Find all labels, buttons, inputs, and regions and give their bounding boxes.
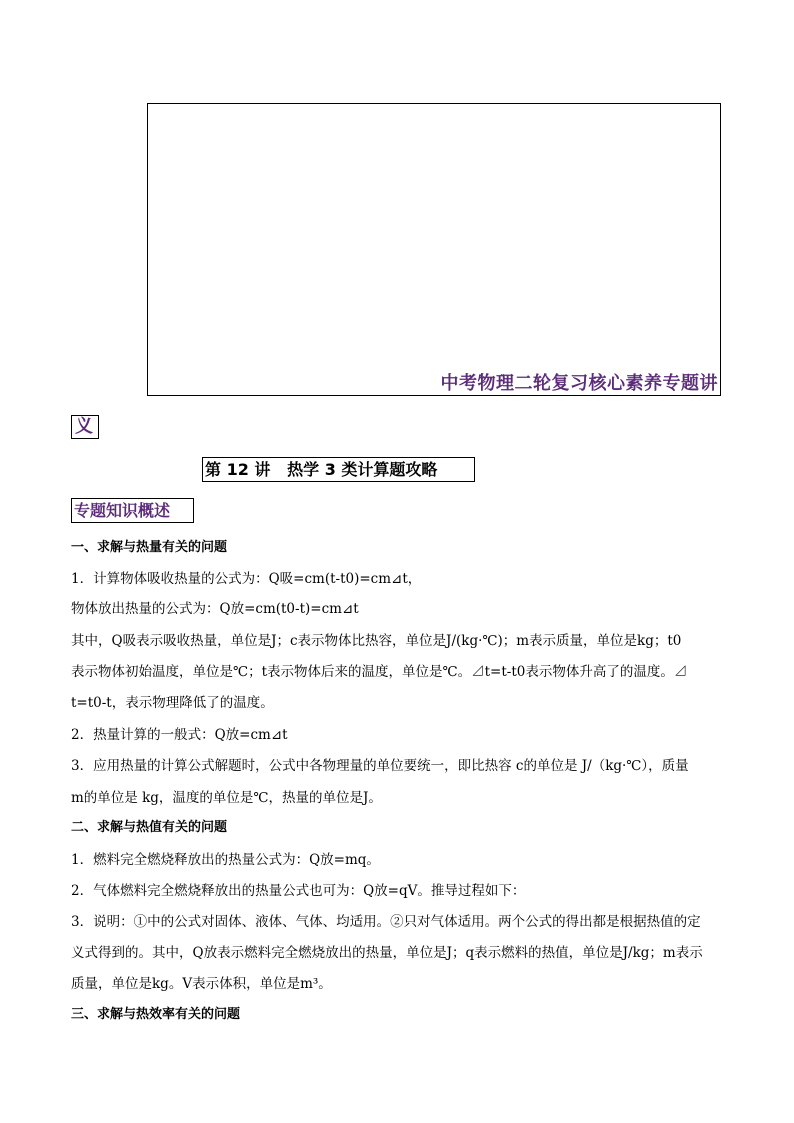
text-line: m的单位是 kg，温度的单位是℃，热量的单位是J。 bbox=[71, 790, 382, 806]
text-line: 义式得到的。其中，Q放表示燃料完全燃烧放出的热量，单位是J；q表示燃料的热值，单位是J/kg；m表示 bbox=[71, 945, 703, 961]
heading-heat: 一、求解与热量有关的问题 bbox=[71, 540, 228, 555]
series-title-continuation: 义 bbox=[71, 415, 99, 439]
text-line: t=t0-t，表示物理降低了的温度。 bbox=[71, 695, 274, 711]
text-line: 质量，单位是kg。V表示体积，单位是m³。 bbox=[71, 976, 332, 992]
section-label: 专题知识概述 bbox=[71, 498, 194, 523]
text-line: 物体放出热量的公式为：Q放=cm(t0-t)=cm⊿t bbox=[71, 601, 359, 617]
text-line: 其中，Q吸表示吸收热量，单位是J；c表示物体比热容，单位是J/(kg·℃)；m表示质量，单位是kg；t0 bbox=[71, 633, 682, 649]
text-line: 3．应用热量的计算公式解题时，公式中各物理量的单位要统一，即比热容 c的单位是 J/（kg·℃），质量 bbox=[71, 758, 689, 774]
text-line: 2．热量计算的一般式：Q放=cm⊿t bbox=[71, 727, 288, 743]
title-frame bbox=[147, 103, 721, 396]
text-line: 1．计算物体吸收热量的公式为：Q吸=cm(t-t0)=cm⊿t， bbox=[71, 571, 422, 587]
text-line: 1．燃料完全燃烧释放出的热量公式为：Q放=mq。 bbox=[71, 852, 380, 868]
text-line: 3．说明：①中的公式对固体、液体、气体、均适用。②只对气体适用。两个公式的得出都是根据热值的定 bbox=[71, 914, 701, 930]
heading-efficiency: 三、求解与热效率有关的问题 bbox=[71, 1007, 241, 1022]
text-line: 表示物体初始温度，单位是℃；t表示物体后来的温度，单位是℃。⊿t=t-t0表示物体升高了的温度。⊿ bbox=[71, 664, 688, 680]
series-title: 中考物理二轮复习核心素养专题讲 bbox=[440, 373, 718, 394]
text-line: 2．气体燃料完全燃烧释放出的热量公式也可为：Q放=qV。推导过程如下： bbox=[71, 883, 526, 899]
lecture-title: 第 12 讲 热学 3 类计算题攻略 bbox=[202, 457, 475, 482]
heading-heat-value: 二、求解与热值有关的问题 bbox=[71, 820, 228, 835]
